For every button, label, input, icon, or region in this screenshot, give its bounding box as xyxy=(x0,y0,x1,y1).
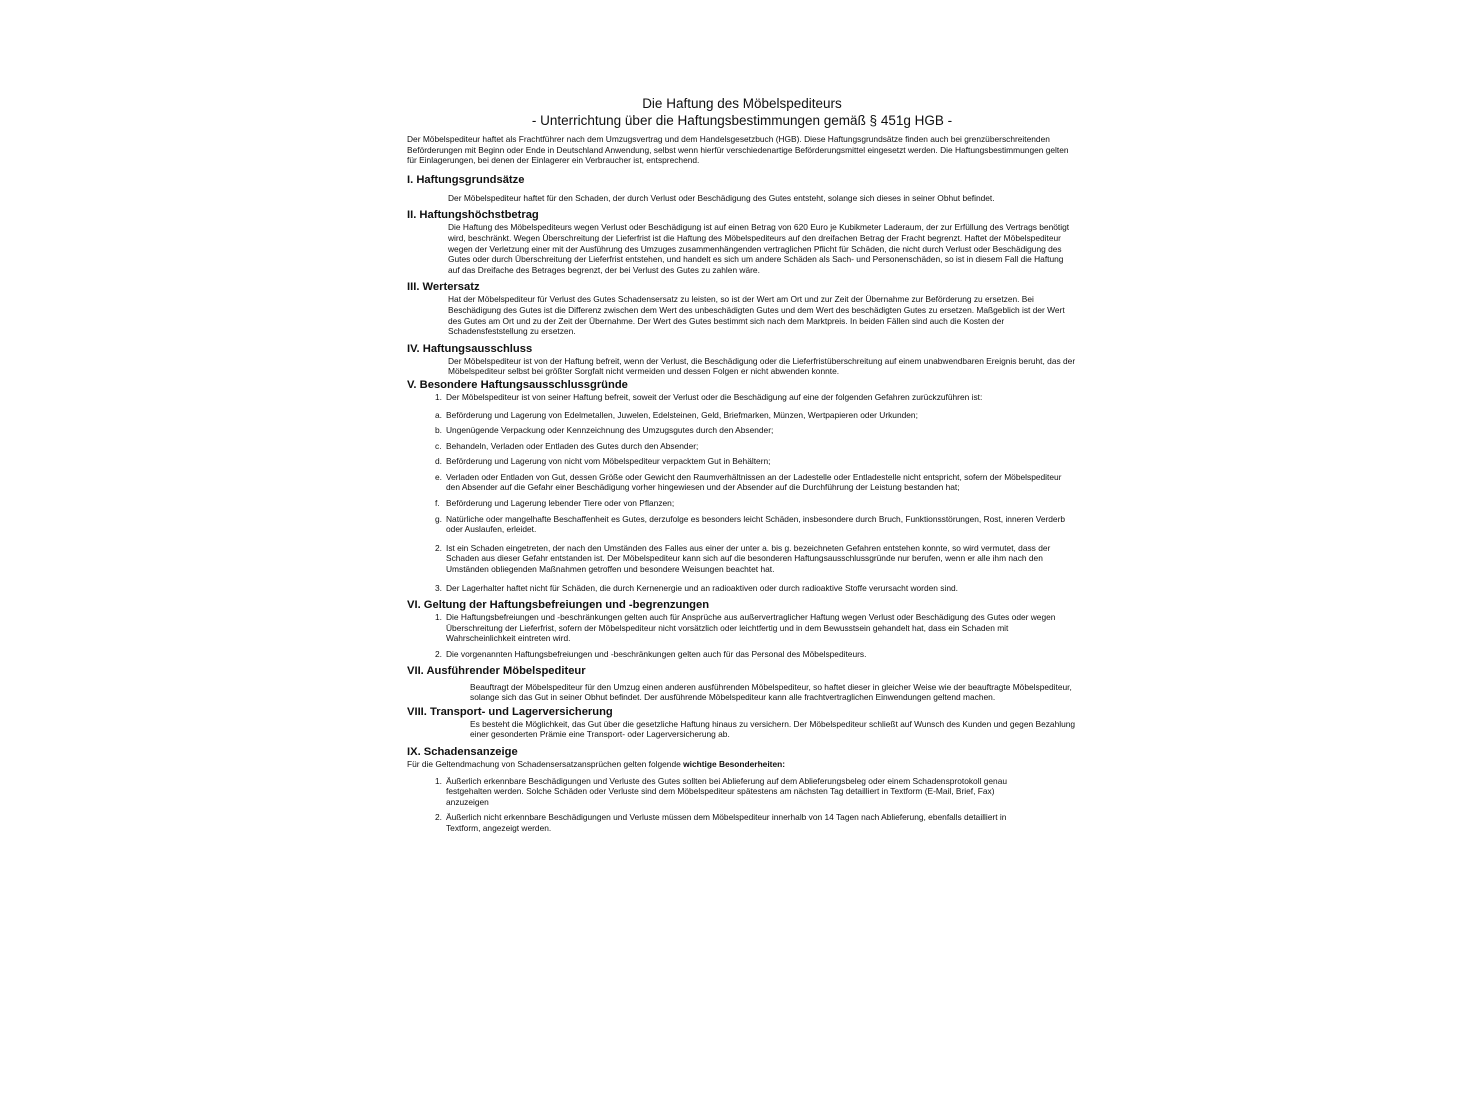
section-heading: III. Wertersatz xyxy=(407,281,480,294)
section-heading: I. Haftungsgrundsätze xyxy=(407,173,525,186)
section-heading: IV. Haftungsausschluss xyxy=(407,342,533,355)
section-haftungshoechstbetrag xyxy=(407,209,1077,275)
list-item xyxy=(435,812,1077,833)
section-text: Beauftragt der Möbelspediteur für den Umzug einen anderen ausführenden Möbelspediteur, so haftet dieser in gleicher Weise wie der beauftragte Möbelspediteur, solange sich das Gut in seiner Obhut befindet. Der ausführende Möbelspediteur kann alle frachtvertraglichen Einwendungen geltend machen. xyxy=(470,681,1072,703)
section-haftungsgrundsaetze xyxy=(407,174,1077,204)
section-heading: VI. Geltung der Haftungsbefreiungen und -begrenzungen xyxy=(407,599,710,612)
list-item xyxy=(435,498,1077,509)
document-subtitle: - Unterrichtung über die Haftungsbestimmungen gemäß § 451g HGB - xyxy=(531,113,953,128)
list-letter: g. xyxy=(435,513,442,524)
list-item xyxy=(435,649,1077,660)
list-letter: b. xyxy=(435,425,442,436)
list-text: Die Haftungsbefreiungen und -beschränkungen gelten auch für Ansprüche aus außervertraglicher Haftung wegen Verlust oder Beschädigung des Gutes oder wegen Überschreitung der Lieferfrist, sofern der Möbelspediteur nicht vorsätzlich oder leichtfertig und in dem Bewusstsein gehandelt hat, dass ein Schaden mit Wahrscheinlichkeit eintreten wird. xyxy=(446,612,1056,644)
list-letter: d. xyxy=(435,456,442,467)
list-number: 2. xyxy=(435,812,442,823)
section-transport-lagerversicherung xyxy=(407,706,1077,740)
list-item xyxy=(435,425,1077,436)
section-text: Es besteht die Möglichkeit, das Gut über die gesetzliche Haftung hinaus zu versichern. Der Möbelspediteur schließt auf Wunsch des Kunden und gegen Bezahlung einer gesonderten Prämie eine Transport- oder Lagerversicherung ab. xyxy=(470,718,1076,740)
list-number: 1. xyxy=(435,775,442,786)
list-item xyxy=(435,583,1077,594)
document-page xyxy=(407,95,1077,840)
section-haftungsausschluss xyxy=(407,343,1077,377)
list-item xyxy=(435,456,1077,467)
section-text: Der Möbelspediteur haftet für den Schaden, der durch Verlust oder Beschädigung des Gutes entsteht, solange sich dieses in seiner Obhut befindet. xyxy=(448,192,995,203)
section-lead xyxy=(407,759,1077,770)
lead-emphasis: wichtige Besonderheiten: xyxy=(683,758,786,769)
list-text: Beförderung und Lagerung von nicht vom Möbelspediteur verpacktem Gut in Behältern; xyxy=(446,456,771,467)
list-item xyxy=(435,441,1077,452)
list-letter: c. xyxy=(435,440,442,451)
section-text: Hat der Möbelspediteur für Verlust des Gutes Schadensersatz zu leisten, so ist der Wert am Ort und zur Zeit der Übernahme zur Beförderung zu ersetzen. Bei Beschädigung des Gutes ist die Differenz zwischen dem Wert des unbeschädigten Gutes und dem Wert des beschädigten Gutes zu ersetzen. Maßgeblich ist der Wert des Gutes am Ort und zu der Zeit der Übernahme. Der Wert des Gutes bestimmt sich nach dem Marktpreis. In beiden Fällen sind auch die Kosten der Schadensfeststellung zu ersetzen. xyxy=(448,294,1065,337)
list-letter: e. xyxy=(435,471,442,482)
section-schadensanzeige xyxy=(407,746,1077,834)
section-heading: IX. Schadensanzeige xyxy=(407,745,518,758)
section-heading: VII. Ausführender Möbelspediteur xyxy=(407,664,586,677)
section-text: Die Haftung des Möbelspediteurs wegen Verlust oder Beschädigung ist auf einen Betrag von 620 Euro je Kubikmeter Laderaum, der zur Erfüllung des Vertrags benötigt wird, beschränkt. Wegen Überschreitung der Lieferfrist ist die Haftung des Möbelspediteurs auf den dreifachen Betrag der Fracht begrenzt. Haftet der Möbelspediteur wegen der Verletzung einer mit der Ausführung des Umzuges zusammenhängenden vertraglichen Pflicht für Schäden, die nicht durch Verlust oder Beschädigung des Gutes oder durch Überschreitung der Lieferfrist entstehen, und handelt es sich um andere Schäden als Sach- und Personenschäden, so ist in diesem Fall die Haftung auf das Dreifache des Betrages begrenzt, der bei Verlust des Gutes zu zahlen wäre. xyxy=(448,222,1070,275)
list-letter: f. xyxy=(435,498,440,509)
section-heading: V. Besondere Haftungsausschlussgründe xyxy=(407,378,628,391)
list-text: Ist ein Schaden eingetreten, der nach den Umständen des Falles aus einer der unter a. bis g. bezeichneten Gefahren entstehen konnte, so wird vermutet, dass der Schaden aus dieser Gefahr entstanden ist. Der Möbelspediteur kann sich auf die besonderen Haftungsausschlussgründe nur berufen, wenn er alle ihm nach den Umständen obliegenden Maßnahmen getroffen und besondere Weisungen beachtet hat. xyxy=(446,542,1051,575)
intro-paragraph: Der Möbelspediteur haftet als Frachtführer nach dem Umzugsvertrag und dem Handelsgesetzbuch (HGB). Diese Haftungsgrundsätze finden auch bei grenzüberschreitenden Beförderungen mit Beginn oder Ende in Deutschland Anwendung, selbst wenn hierfür verschiedenartige Beförderungsmittel eingesetzt werden. Die Haftungsbestimmungen gelten für Einlagerungen, bei denen der Einlagerer ein Verbraucher ist, entsprechend. xyxy=(407,134,1069,166)
lead-text: Für die Geltendmachung von Schadensersatzansprüchen gelten folgende xyxy=(407,758,681,769)
list-number: 2. xyxy=(435,649,442,659)
list-text: Ungenügende Verpackung oder Kennzeichnung des Umzugsgutes durch den Absender; xyxy=(446,425,774,436)
list-item xyxy=(435,392,1077,403)
section-ausfuehrender-moebelspediteur xyxy=(407,665,1077,703)
list-item xyxy=(435,410,1077,421)
list-number: 1. xyxy=(435,612,442,623)
list-text: Äußerlich nicht erkennbare Beschädigungen und Verluste müssen dem Möbelspediteur innerhalb von 14 Tagen nach Ablieferung, ebenfalls detailliert in Textform, angezeigt werden. xyxy=(446,812,1007,833)
list-text: Beförderung und Lagerung von Edelmetallen, Juwelen, Edelsteinen, Geld, Briefmarken, Münzen, Wertpapieren oder Urkunden; xyxy=(446,409,918,420)
list-item xyxy=(435,514,1077,535)
list-number: 2. xyxy=(435,542,442,553)
section-text: Der Möbelspediteur ist von der Haftung befreit, wenn der Verlust, die Beschädigung oder die Lieferfristüberschreitung auf einem unabwendbaren Ereignis beruht, das der Möbelspediteur selbst bei größter Sorgfalt nicht vermeiden und dessen Folgen er nicht abwenden konnte. xyxy=(448,355,1076,377)
list-item xyxy=(435,776,1077,808)
list-item xyxy=(435,612,1077,644)
section-wertersatz xyxy=(407,281,1077,336)
section-geltung xyxy=(407,599,1077,659)
list-number: 3. xyxy=(435,582,442,593)
list-item xyxy=(435,543,1077,575)
list-text: Der Lagerhalter haftet nicht für Schäden, die durch Kernenergie und an radioaktiven oder durch radioaktive Stoffe verursacht worden sind. xyxy=(446,582,958,593)
list-letter: a. xyxy=(435,409,442,420)
list-text: Der Möbelspediteur ist von seiner Haftung befreit, soweit der Verlust oder die Beschädigung auf eine der folgenden Gefahren zurückzuführen ist: xyxy=(446,391,983,402)
list-text: Behandeln, Verladen oder Entladen des Gutes durch den Absender; xyxy=(446,440,699,451)
list-text: Natürliche oder mangelhafte Beschaffenheit es Gutes, derzufolge es besonders leicht Schäden, insbesondere durch Bruch, Funktionsstörungen, Rost, inneren Verderb oder Auslaufen, erleidet. xyxy=(446,513,1066,535)
section-besondere-haftungsausschlussgruende xyxy=(407,379,1077,593)
list-text: Äußerlich erkennbare Beschädigungen und Verluste des Gutes sollten bei Ablieferung auf dem Ablieferungsbeleg oder einem Schadensprotokoll genau festgehalten werden. Solche Schäden oder Verluste sind dem Möbelspediteur spätestens am nächsten Tag detailliert in Textform (E-Mail, Brief, Fax) anzuzeigen xyxy=(446,775,1008,807)
document-title: Die Haftung des Möbelspediteurs xyxy=(642,96,842,111)
list-text: Die vorgenannten Haftungsbefreiungen und -beschränkungen gelten auch für das Personal des Möbelspediteurs. xyxy=(446,649,867,659)
list-item xyxy=(435,472,1077,493)
list-text: Verladen oder Entladen von Gut, dessen Größe oder Gewicht den Raumverhältnissen an der Ladestelle oder Entladestelle nicht entspricht, sofern der Möbelspediteur den Absender auf die Gefahr einer Beschädigung vorher hingewiesen und der Absender auf die Durchführung der Leistung bestanden hat; xyxy=(446,471,1062,493)
section-heading: II. Haftungshöchstbetrag xyxy=(407,209,539,222)
list-text: Beförderung und Lagerung lebender Tiere oder von Pflanzen; xyxy=(446,498,675,509)
list-number: 1. xyxy=(435,391,442,402)
section-heading: VIII. Transport- und Lagerversicherung xyxy=(407,705,613,718)
